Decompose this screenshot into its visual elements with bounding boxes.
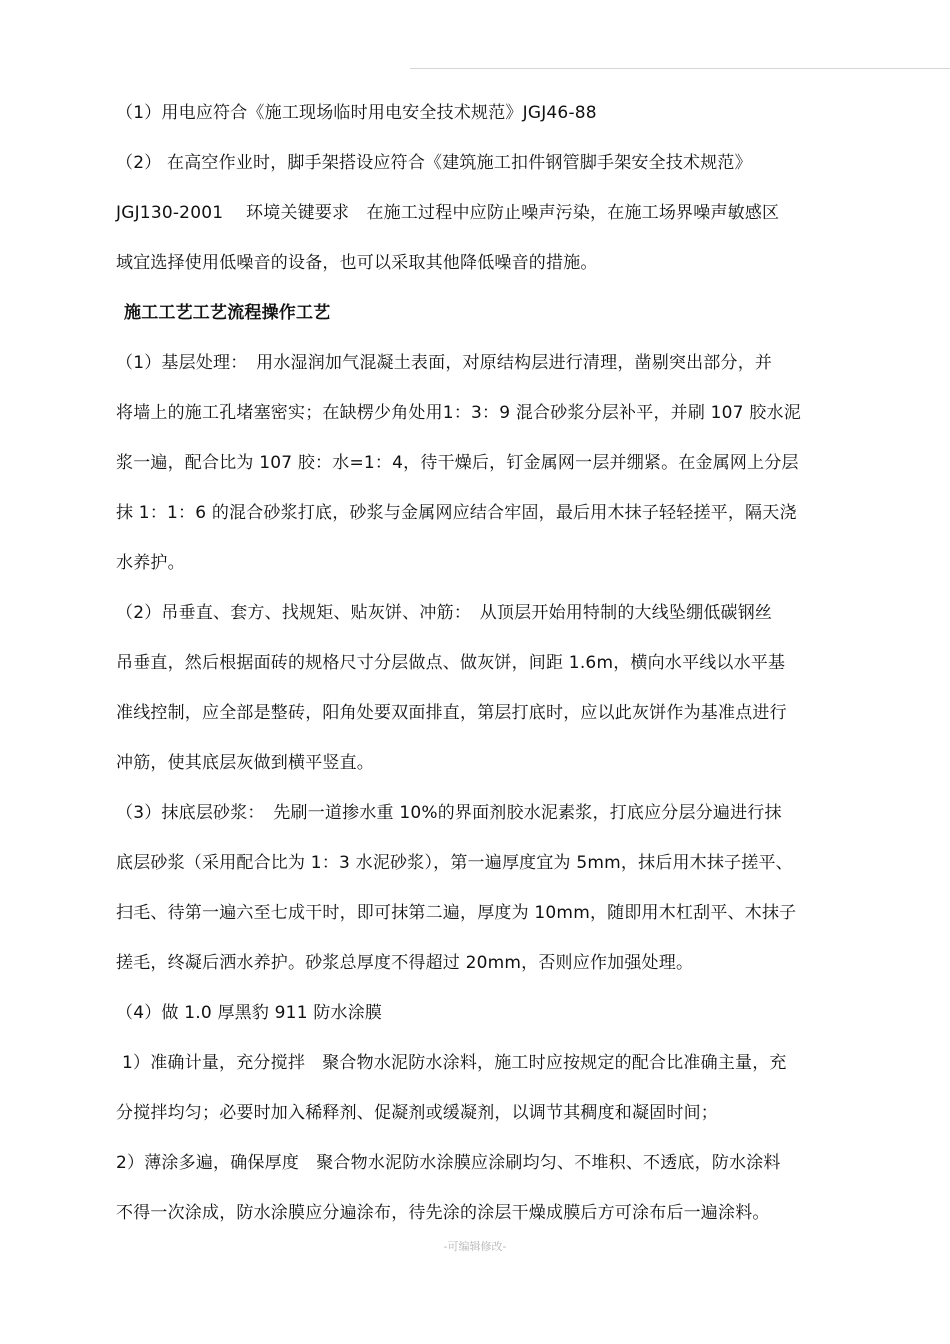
text-line: 浆一遍，配合比为 107 胶：水=1：4，待干燥后，钉金属网一层并绷紧。在金属网上分层 bbox=[116, 453, 799, 473]
text-line: （3）抹底层砂浆： 先刷一道掺水重 10%的界面剂胶水泥素浆，打底应分层分遍进行抹 bbox=[116, 803, 782, 823]
page-footer: -可编辑修改- bbox=[443, 1240, 507, 1253]
text-line: 搓毛，终凝后洒水养护。砂浆总厚度不得超过 20mm，否则应作加强处理。 bbox=[116, 953, 694, 973]
text-line: （2） 在高空作业时，脚手架搭设应符合《建筑施工扣件钢管脚手架安全技术规范》 bbox=[116, 153, 752, 173]
document-body bbox=[116, 88, 868, 1238]
section-heading: 施工工艺工艺流程操作工艺 bbox=[124, 303, 331, 323]
text-line: 扫毛、待第一遍六至七成干时，即可抹第二遍，厚度为 10mm，随即用木杠刮平、木抹子 bbox=[116, 903, 797, 923]
text-line: 准线控制，应全部是整砖，阳角处要双面排直，第层打底时，应以此灰饼作为基准点进行 bbox=[116, 703, 787, 723]
header-rule bbox=[410, 68, 950, 69]
text-line: （4）做 1.0 厚黑豹 911 防水涂膜 bbox=[116, 1003, 383, 1023]
text-line: 不得一次涂成，防水涂膜应分遍涂布，待先涂的涂层干燥成膜后方可涂布后一遍涂料。 bbox=[116, 1203, 770, 1223]
text-line: 水养护。 bbox=[116, 553, 185, 573]
text-line: 冲筋，使其底层灰做到横平竖直。 bbox=[116, 753, 374, 773]
text-line: 域宜选择使用低噪音的设备，也可以采取其他降低噪音的措施。 bbox=[116, 253, 598, 273]
text-line: （1）基层处理： 用水湿润加气混凝土表面，对原结构层进行清理，凿剔突出部分，并 bbox=[116, 353, 773, 373]
text-line: （2）吊垂直、套方、找规矩、贴灰饼、冲筋： 从顶层开始用特制的大线坠绷低碳钢丝 bbox=[116, 603, 773, 623]
text-line: 2）薄涂多遍，确保厚度 聚合物水泥防水涂膜应涂刷均匀、不堆积、不透底，防水涂料 bbox=[116, 1153, 781, 1173]
text-line: 1）准确计量，充分搅拌 聚合物水泥防水涂料，施工时应按规定的配合比准确主量，充 bbox=[122, 1053, 787, 1073]
text-line: （1）用电应符合《施工现场临时用电安全技术规范》JGJ46-88 bbox=[116, 103, 597, 123]
text-line: 分搅拌均匀；必要时加入稀释剂、促凝剂或缓凝剂，以调节其稠度和凝固时间； bbox=[116, 1103, 718, 1123]
text-line: 将墙上的施工孔堵塞密实；在缺楞少角处用1：3：9 混合砂浆分层补平，并刷 107 胶水泥 bbox=[116, 403, 801, 423]
text-line: 抹 1：1：6 的混合砂浆打底，砂浆与金属网应结合牢固，最后用木抹子轻轻搓平，隔天浇 bbox=[116, 503, 797, 523]
text-line: JGJ130-2001 环境关键要求 在施工过程中应防止噪声污染，在施工场界噪声敏感区 bbox=[116, 203, 780, 223]
text-line: 吊垂直，然后根据面砖的规格尺寸分层做点、做灰饼，间距 1.6m，横向水平线以水平基 bbox=[116, 653, 786, 673]
text-line: 底层砂浆（采用配合比为 1：3 水泥砂浆），第一遍厚度宜为 5mm，抹后用木抹子搓平、 bbox=[116, 853, 793, 873]
